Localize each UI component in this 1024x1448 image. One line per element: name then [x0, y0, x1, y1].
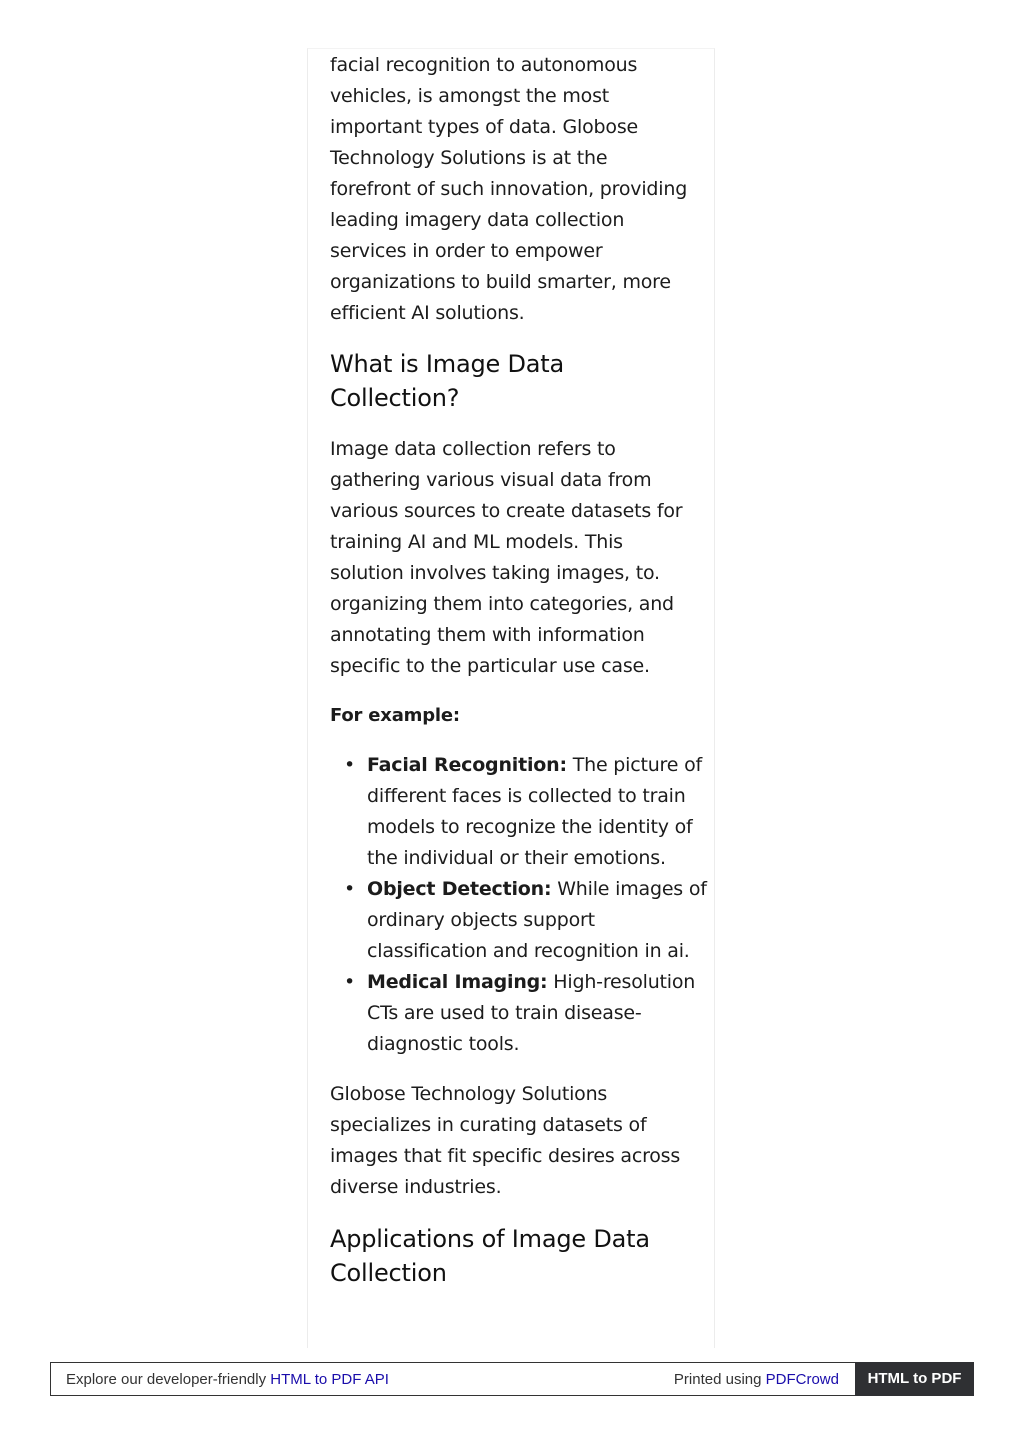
bullet-icon: • — [344, 971, 356, 993]
pdfcrowd-link[interactable]: PDFCrowd — [765, 1371, 839, 1388]
list-item: • Medical Imaging: High-resolution CTs are used to train disease- diagnostic tools. — [330, 967, 710, 1060]
intro-line: efficient AI solutions. — [330, 302, 525, 324]
intro-line: vehicles, is amongst the most — [330, 85, 610, 107]
example-term: Facial Recognition: — [367, 754, 567, 776]
intro-paragraph — [330, 50, 710, 329]
footer-printed-by: Printed using PDFCrowd — [673, 1371, 839, 1388]
bullet-icon: • — [344, 878, 356, 900]
intro-line: forefront of such innovation, providing — [330, 178, 688, 200]
intro-line: services in order to empower — [330, 240, 603, 262]
example-label: For example: — [330, 705, 460, 726]
intro-line: organizations to build smarter, more — [330, 271, 671, 293]
html-to-pdf-api-link[interactable]: HTML to PDF API — [270, 1371, 389, 1388]
closing-paragraph: Globose Technology Solutions specializes in curating datasets of images that fit specific desires across diverse industries. — [330, 1083, 681, 1198]
article-column — [307, 48, 715, 1348]
intro-line: important types of data. Globose — [330, 116, 639, 138]
intro-line: facial recognition to autonomous — [330, 54, 638, 76]
example-term: Medical Imaging: — [367, 971, 548, 993]
intro-line: leading imagery data collection — [330, 209, 625, 231]
intro-line: Technology Solutions is at the — [330, 147, 608, 169]
html-to-pdf-button[interactable]: HTML to PDF — [855, 1362, 974, 1396]
definition-paragraph: Image data collection refers to gathering various visual data from various sources to create datasets for training AI and ML models. This solution involves taking images, to. organizing them into categories, and annotating them with information specific to the particular use case. — [330, 438, 683, 677]
example-list — [330, 750, 710, 1060]
section-heading-applications: Applications of Image Data Collection — [330, 1225, 650, 1287]
footer-promo: Explore our developer-friendly HTML to PDF API — [66, 1371, 389, 1388]
bullet-icon: • — [344, 754, 356, 776]
pdfcrowd-footer — [50, 1362, 974, 1396]
section-heading-what-is: What is Image Data Collection? — [330, 350, 564, 412]
example-term: Object Detection: — [367, 878, 552, 900]
list-item: • Facial Recognition: The picture of different faces is collected to train models to recognize the identity of the individual or their emotions. — [330, 750, 710, 874]
list-item: • Object Detection: While images of ordinary objects support classification and recognition in ai. — [330, 874, 710, 967]
